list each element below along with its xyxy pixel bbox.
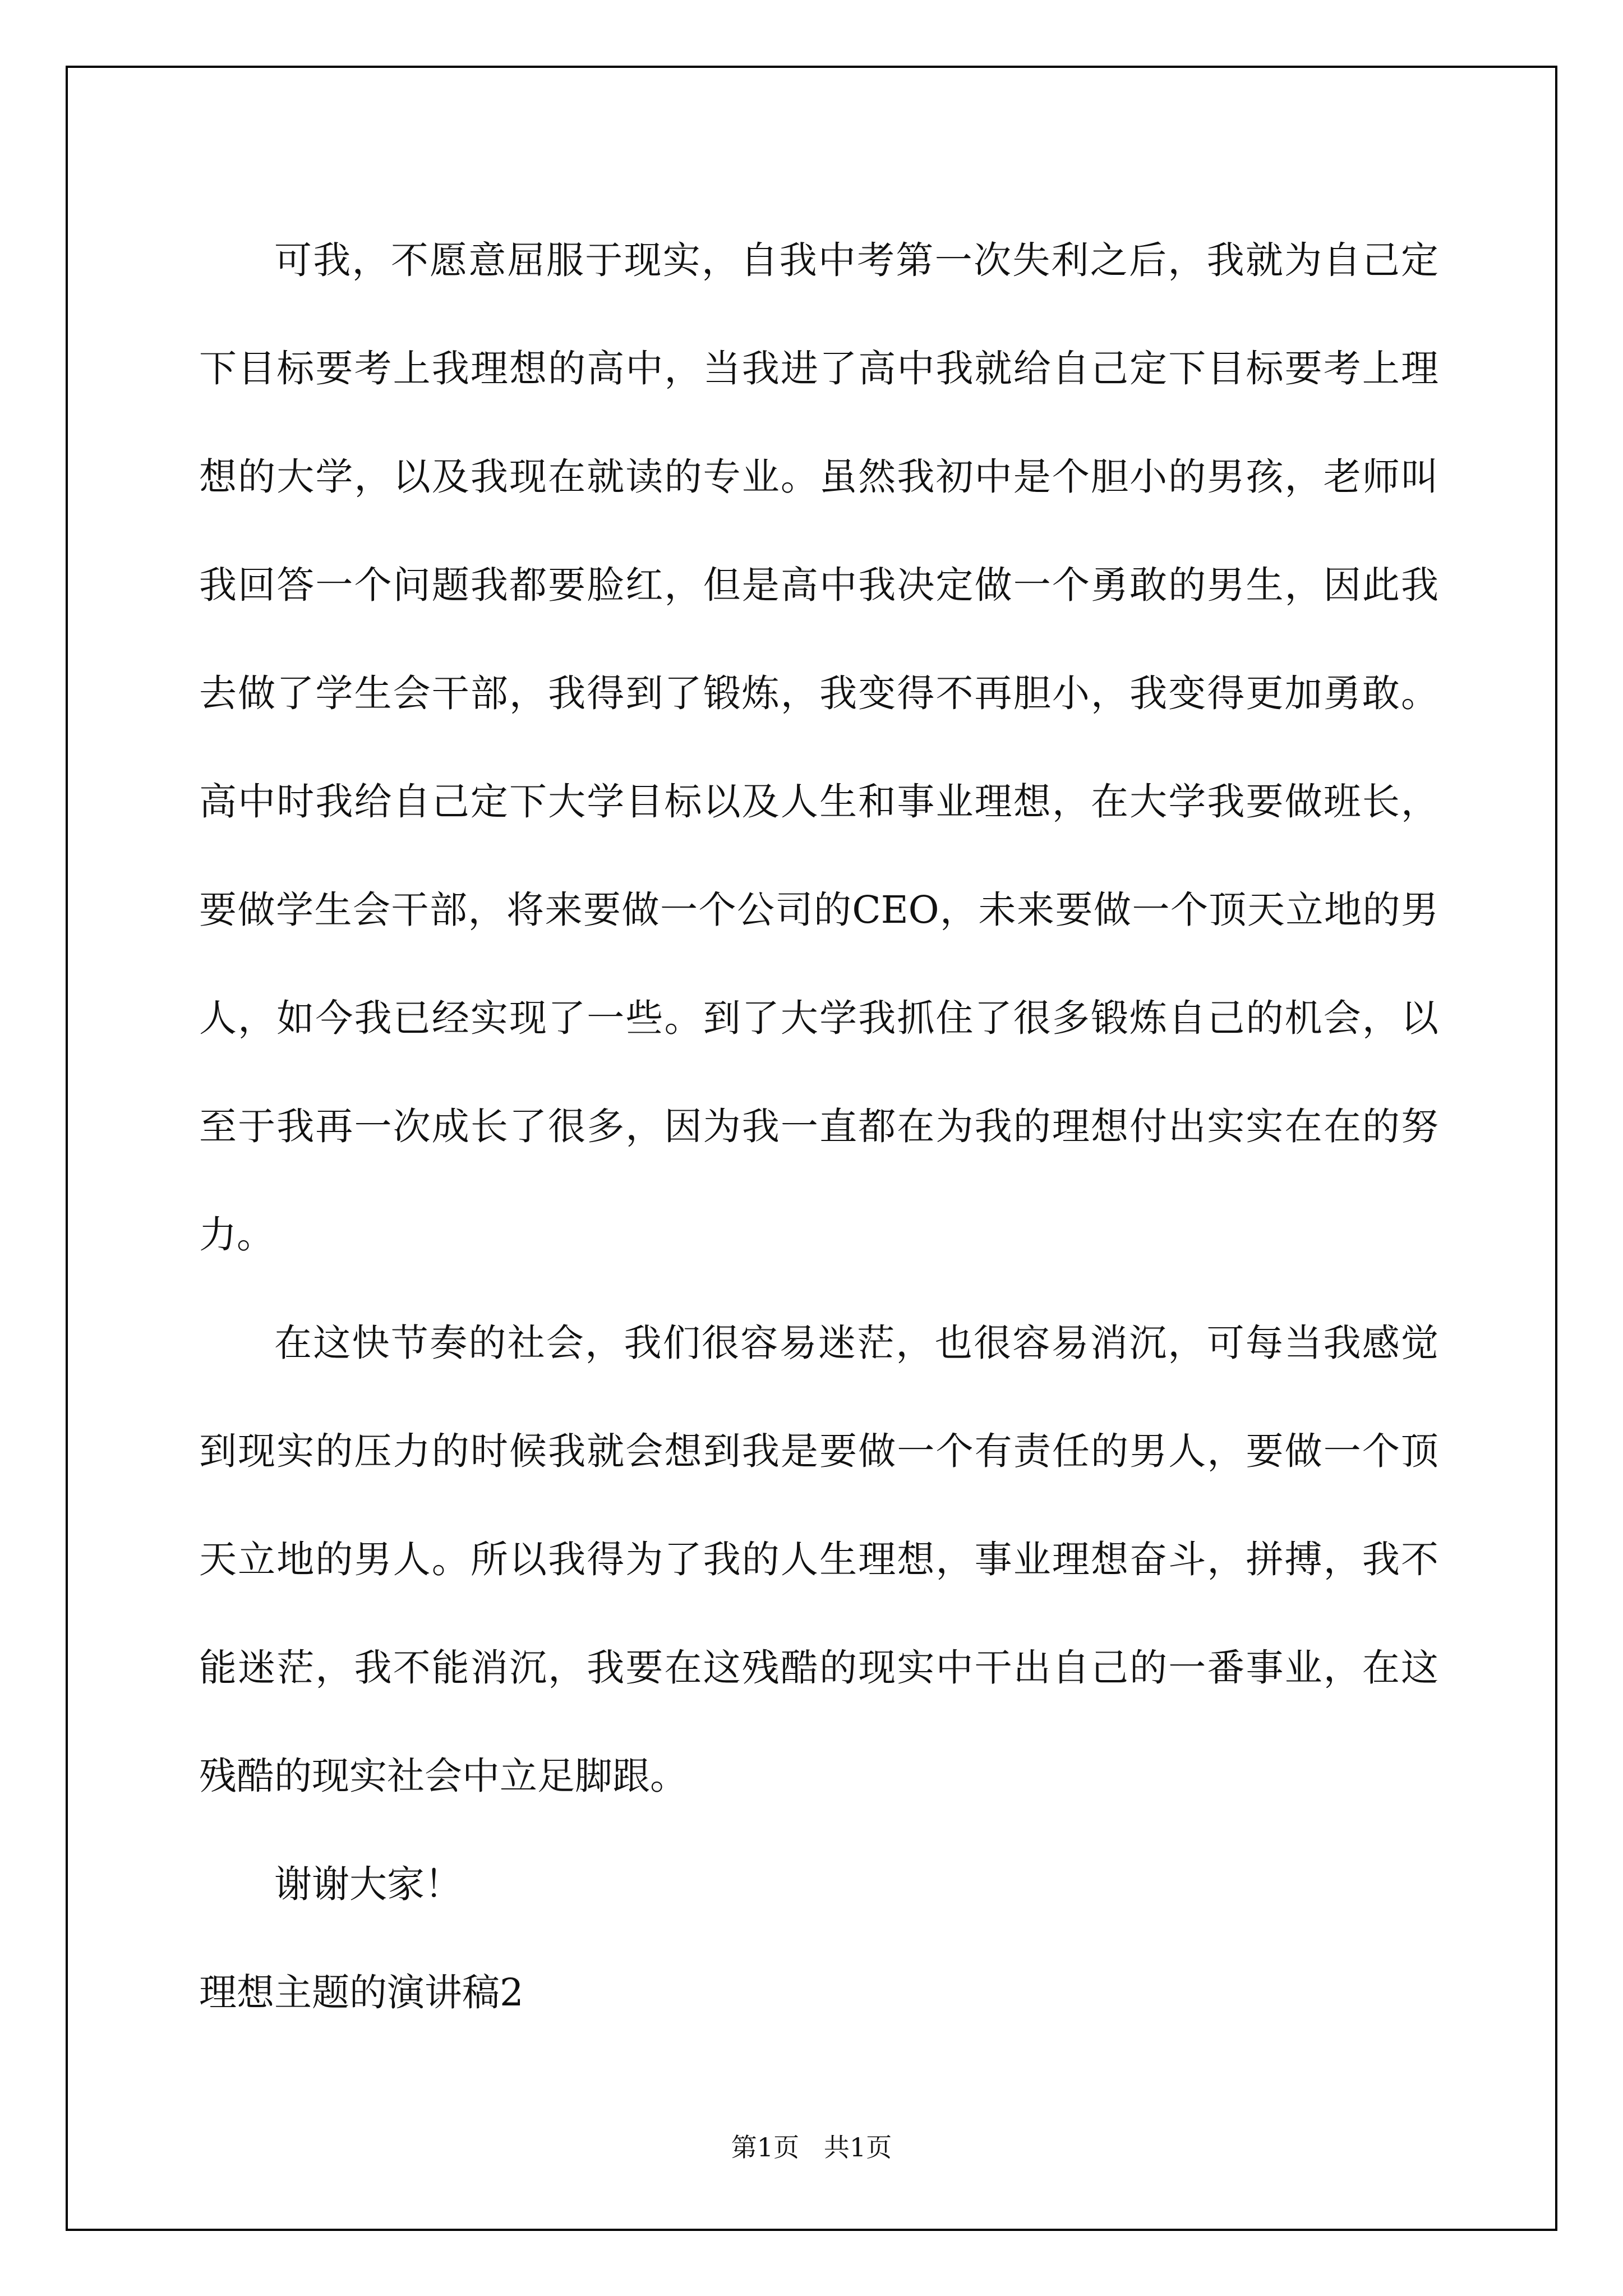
paragraph-1: 可我，不愿意屈服于现实，自我中考第一次失利之后，我就为自己定下目标要考上我理想的高中，当我进了高中我就给自己定下目标要考上理想的大学，以及我现在就读的专业。虽然我初中是个胆小的男孩，老师叫我回答一个问题我都要脸红，但是高中我决定做一个勇敢的男生，因此我去做了学生会干部，我得到了锻炼，我变得不再胆小，我变得更加勇敢。高中时我给自己定下大学目标以及人生和事业理想，在大学我要做班长，要做学生会干部，将来要做一个公司的CEO，未来要做一个顶天立地的男人，如今我已经实现了一些。到了大学我抓住了很多锻炼自己的机会，以至于我再一次成长了很多，因为我一直都在为我的理想付出实实在在的努力。 xyxy=(199,238,1438,1257)
section-heading: 理想主题的演讲稿2 xyxy=(199,1971,524,2014)
document-body xyxy=(199,206,1438,2047)
page-footer: 第1页 共1页 xyxy=(731,2132,892,2162)
paragraph-2: 在这快节奏的社会，我们很容易迷茫，也很容易消沉，可每当我感觉到现实的压力的时候我就会想到我是要做一个有责任的男人，要做一个顶天立地的男人。所以我得为了我的人生理想，事业理想奋斗，拼搏，我不能迷茫，我不能消沉，我要在这残酷的现实中干出自己的一番事业，在这残酷的现实社会中立足脚跟。 xyxy=(199,1321,1438,1798)
paragraph-3: 谢谢大家！ xyxy=(274,1862,462,1906)
